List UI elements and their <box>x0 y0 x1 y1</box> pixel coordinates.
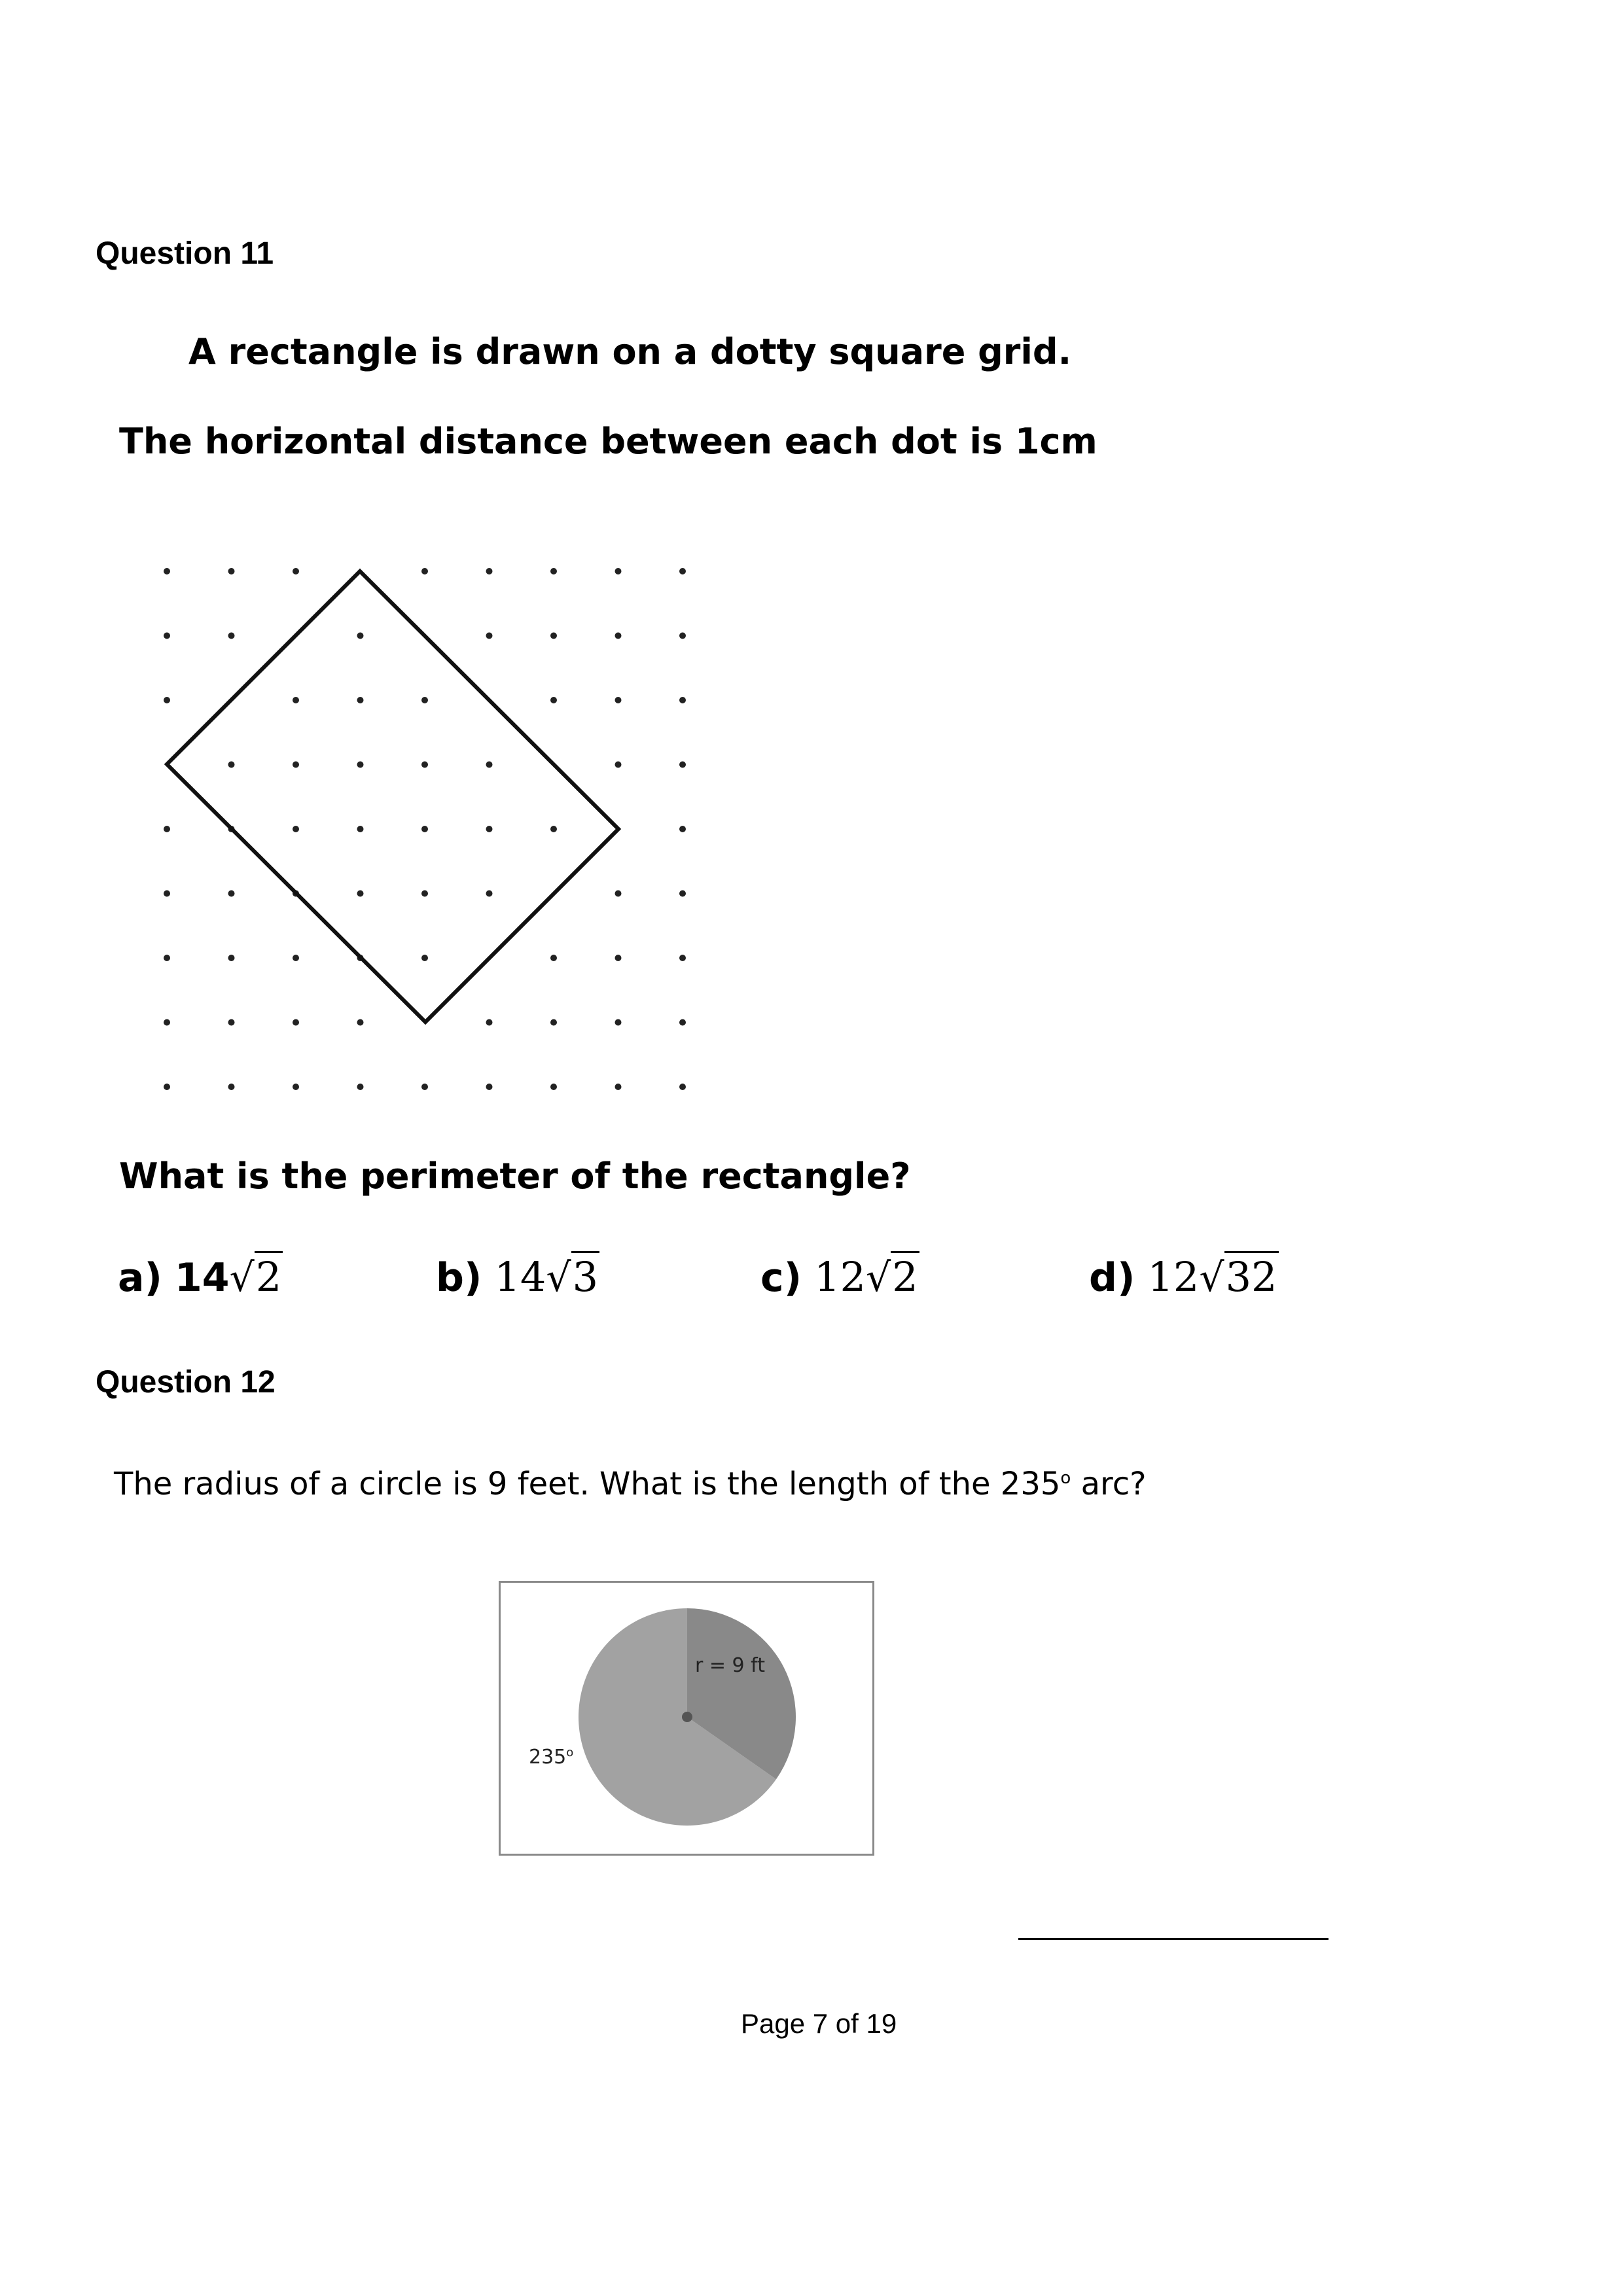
radical-icon: √ <box>1199 1255 1224 1301</box>
option-b-coef: 14 <box>494 1253 546 1301</box>
option-c-coef: 12 <box>814 1253 866 1301</box>
option-c-label: c) <box>760 1255 802 1301</box>
option-c-radicand: 2 <box>891 1251 919 1301</box>
option-d-radicand: 32 <box>1224 1251 1279 1301</box>
angle-label <box>529 1746 573 1769</box>
radical-icon: √ <box>229 1255 255 1301</box>
q12-degree: o <box>1060 1468 1071 1488</box>
page-number: Page 7 of 19 <box>741 2008 897 2039</box>
q11-prompt: What is the perimeter of the rectangle? <box>119 1156 911 1197</box>
q11-statement-line-1: A rectangle is drawn on a dotty square grid. <box>188 331 1072 372</box>
option-d-label: d) <box>1089 1255 1135 1301</box>
q12-text-after: arc? <box>1071 1466 1147 1502</box>
radical-icon: √ <box>546 1255 571 1301</box>
q12-text-before: The radius of a circle is 9 feet. What is the length of the 235 <box>114 1466 1061 1502</box>
option-a-coef: 14 <box>175 1255 230 1301</box>
radius-label: r = 9 ft <box>695 1654 765 1677</box>
q11-statement-line-2: The horizontal distance between each dot is 1cm <box>119 421 1097 462</box>
question-12-title: Question 12 <box>96 1365 276 1400</box>
option-d-coef: 12 <box>1147 1253 1200 1301</box>
option-b-radicand: 3 <box>571 1251 599 1301</box>
circle-center <box>682 1712 692 1722</box>
answer-line[interactable] <box>1018 1938 1329 1940</box>
option-b-label: b) <box>436 1255 482 1301</box>
option-a-label: a) <box>118 1255 162 1301</box>
option-a-radicand: 2 <box>255 1251 283 1301</box>
question-11-title: Question 11 <box>96 236 274 271</box>
angle-value: 235 <box>529 1746 567 1769</box>
angle-degree: o <box>566 1746 574 1759</box>
radical-icon: √ <box>865 1255 891 1301</box>
